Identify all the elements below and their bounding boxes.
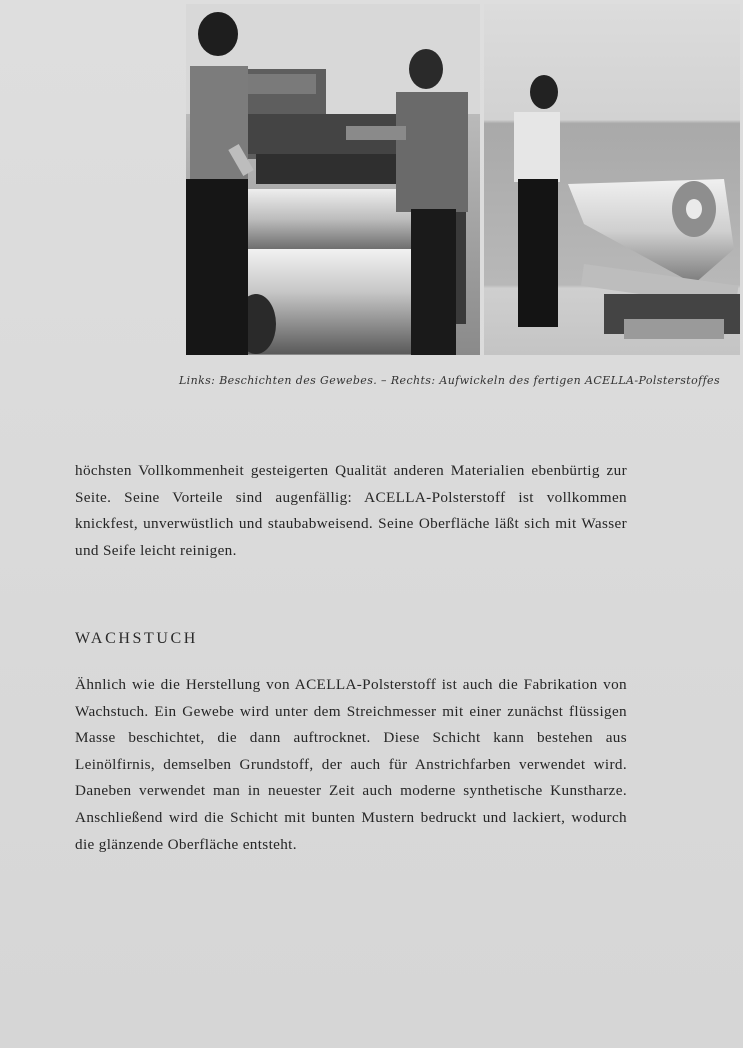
photo-coating-fabric-image: [186, 4, 480, 355]
body-paragraph-2: Ähnlich wie die Herstellung von ACELLA-Polsterstoff ist auch die Fabrikation von Wachstuch. Ein Gewebe wird unter dem Streichmesser mit einer zunächst flüssigen Masse beschichtet, die dann auftrocknet. Diese Schicht kann bestehen aus Leinölfirnis, demselben Grundstoff, der auch für Anstrichfarben verwendet wird. Daneben verwendet man in neuester Zeit auch moderne synthetische Kunstharze. Anschließend wird die Schicht mit bunten Mustern bedruckt und lackiert, wodurch die glänzende Oberfläche entsteht.: [75, 676, 627, 853]
photo-coating-fabric: [186, 4, 480, 355]
section-heading: WACHSTUCH: [75, 630, 198, 647]
photo-caption: Links: Beschichten des Gewebes. – Rechts: Aufwickeln des fertigen ACELLA-Polsterstoffes: [178, 374, 720, 387]
photo-winding-fabric-image: [484, 4, 740, 355]
body-paragraph-1: höchsten Vollkommenheit gesteigerten Qualität anderen Materialien ebenbürtig zur Seite. Seine Vorteile sind augenfällig: ACELLA-Polsterstoff ist vollkommen knickfest, unverwüstlich und staubabweisend. Seine Oberfläche läßt sich mit Wasser und Seife leicht reinigen.: [75, 462, 627, 559]
photo-winding-fabric: [484, 4, 740, 355]
